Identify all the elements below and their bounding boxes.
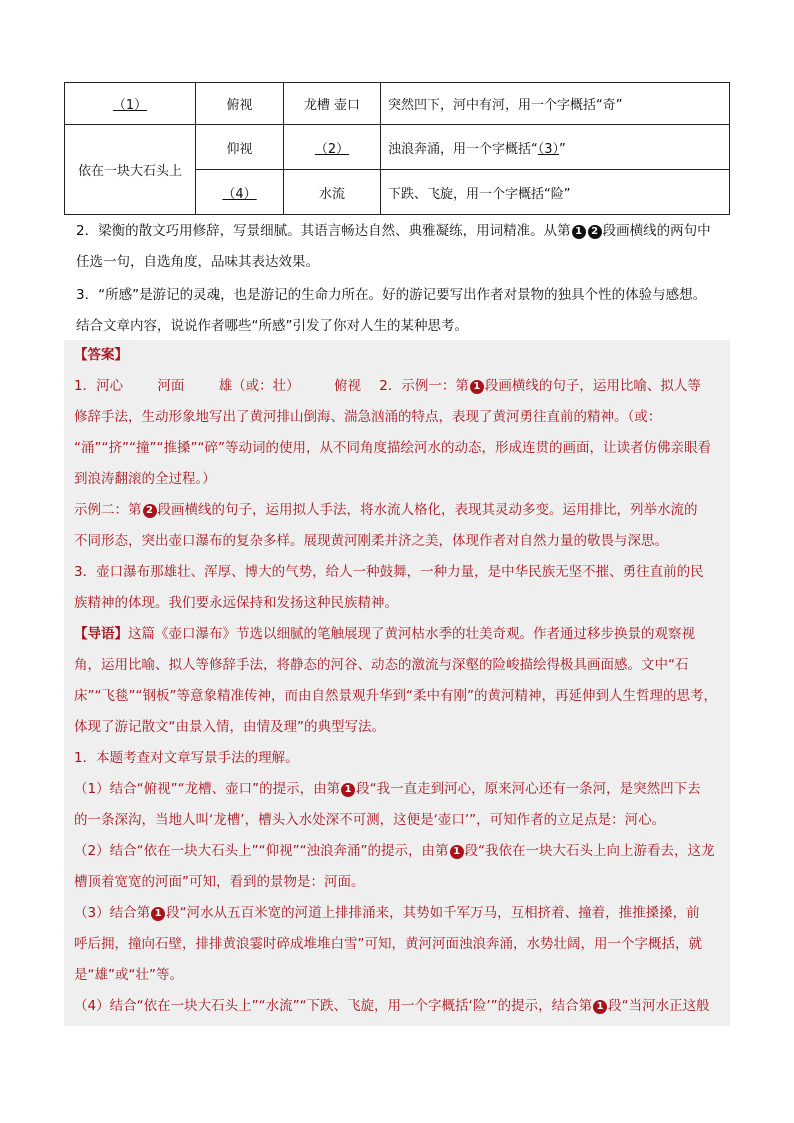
- answer-line: 到浪涛翻滚的全过程。）: [74, 471, 216, 487]
- guide-line: [64, 774, 730, 805]
- answer-line: 族精神的体现。我们要永远保持和发扬这种民族精神。: [74, 595, 398, 611]
- table-cell: [196, 170, 284, 215]
- table-row: [65, 125, 730, 170]
- table-cell: 仰视: [196, 125, 284, 170]
- question-3: 3．“所感”是游记的灵魂，也是游记的生命力所在。好的游记要写出作者对景物的独具个性的体验与感想。: [76, 287, 707, 303]
- circled-number: 1: [572, 225, 586, 239]
- guide-text: 段“当河水正这般: [608, 998, 710, 1014]
- table-cell: 俯视: [196, 83, 284, 125]
- cell-text: ”: [559, 141, 566, 157]
- guide-text: （3）结合第: [74, 905, 151, 921]
- question-text: 2．梁衡的散文巧用修辞，写景细腻。其语言畅达自然、典雅凝练，用词精准。从第: [76, 223, 571, 239]
- guide-text: （2）结合“依在一块大石头上”“仰视”“浊浪奔涌”的提示，由第: [74, 843, 449, 859]
- table-cell: 突然凹下，河中有河，用一个字概括“奇”: [381, 83, 730, 125]
- table-cell: [381, 125, 730, 170]
- guide-line: 呼后拥，撞向石壁，排排黄浪霎时碎成堆堆白雪”可知，黄河河面浊浪奔涌，水势壮阔，用一个字概括，就: [74, 936, 702, 952]
- table-cell: [65, 83, 196, 125]
- question-2-line2: 任选一句，自选角度，品味其表达效果。: [76, 254, 319, 270]
- answer-line: “涌”“挤”“撞”“推搡”“碎”等动词的使用，从不同角度描绘河水的动态，形成连贯的画面，让读者仿佛亲眼看: [74, 440, 711, 456]
- answer-text: 段画横线的句子，运用比喻、拟人等: [484, 378, 701, 394]
- guide-text: （4）结合“依在一块大石头上”“水流”“下跌、飞旋，用一个字概括‘险’”的提示，结合第: [74, 998, 593, 1014]
- guide-line: 床”“飞毯”“钢板”等意象精准传神，而由自然景观升华到“柔中有刚”的黄河精神，再延伸到人生哲理的思考，: [74, 688, 717, 704]
- answer-section: [64, 340, 730, 1026]
- guide-text: 段“我依在一块大石头上向上游看去，这龙: [464, 843, 715, 859]
- circled-number: 1: [450, 845, 464, 859]
- blank-3: （3）: [537, 141, 560, 157]
- answer-text: 河面: [157, 378, 185, 394]
- answer-line: 不同形态，突出壶口瀑布的复杂多样。展现黄河刚柔并济之美，体现作者对自然力量的敬畏与深思。: [74, 533, 668, 549]
- guide-line: [64, 836, 730, 867]
- guide-line: [64, 619, 730, 650]
- guide-tag: 【导语】: [74, 626, 128, 642]
- answer-line: [64, 371, 730, 402]
- table-cell: 水流: [284, 170, 381, 215]
- answer-table: [64, 82, 730, 215]
- answer-line: 修辞手法，生动形象地写出了黄河排山倒海、湍急汹涌的特点，表现了黄河勇往直前的精神。（或：: [74, 409, 662, 425]
- answer-text: 雄（或：壮）: [218, 378, 300, 394]
- guide-line: 槽顶着宽宽的河面”可知，看到的景物是：河面。: [74, 874, 365, 890]
- table-cell: [284, 125, 381, 170]
- answer-text: 2．示例一：第: [379, 378, 469, 394]
- table-row: [65, 83, 730, 125]
- table-cell: 下跌、飞旋，用一个字概括“险”: [381, 170, 730, 215]
- answer-heading: [64, 340, 730, 371]
- circled-number: 2: [143, 504, 157, 518]
- guide-line: 的一条深沟，当地人叫‘龙槽’，槽头入水处深不可测，这便是‘壶口’”，可知作者的立足点是：河心。: [74, 812, 666, 828]
- circled-number: 1: [151, 907, 165, 921]
- answer-tag: 【答案】: [74, 347, 128, 363]
- answer-text: 示例二：第: [74, 502, 142, 518]
- question-2: [76, 216, 736, 247]
- guide-line: [64, 898, 730, 929]
- guide-line: 是“雄”或“壮”等。: [74, 967, 183, 983]
- circled-number: 1: [593, 1000, 607, 1014]
- circled-number: 2: [588, 225, 602, 239]
- answer-line: 3．壶口瀑布那雄壮、浑厚、博大的气势，给人一种鼓舞，一种力量，是中华民族无坚不摧、勇往直前的民: [74, 564, 704, 580]
- answer-line: [64, 495, 730, 526]
- cell-text: 浊浪奔涌，用一个字概括“: [388, 141, 538, 157]
- blank-2: （2）: [314, 141, 350, 157]
- guide-line: 1．本题考查对文章写景手法的理解。: [74, 750, 299, 766]
- guide-text: 这篇《壶口瀑布》节选以细腻的笔触展现了黄河枯水季的壮美奇观。作者通过移步换景的观察视: [128, 626, 695, 642]
- guide-text: 段“我一直走到河心，原来河心还有一条河，是突然凹下去: [356, 781, 701, 797]
- circled-number: 1: [470, 380, 484, 394]
- circled-number: 1: [341, 783, 355, 797]
- answer-text: 俯视: [333, 378, 361, 394]
- table-cell-merged: 依在一块大石头上: [65, 125, 196, 215]
- question-3-line2: 结合文章内容，说说作者哪些“所感”引发了你对人生的某种思考。: [76, 318, 468, 334]
- blank-1: （1）: [112, 98, 148, 113]
- answer-text: 段画横线的句子，运用拟人手法，将水流人格化，表现其灵动多变。运用排比，列举水流的: [157, 502, 698, 518]
- guide-line: [64, 991, 730, 1022]
- guide-text: 段“河水从五百米宽的河道上排排涌来，其势如千军万马，互相挤着、撞着，推推搡搡，前: [166, 905, 700, 921]
- table-cell: 龙槽 壶口: [284, 83, 381, 125]
- blank-4: （4）: [222, 186, 257, 202]
- guide-line: 角，运用比喻、拟人等修辞手法，将静态的河谷、动态的激流与深壑的险峻描绘得极具画面感。文中“石: [74, 657, 689, 673]
- guide-text: （1）结合“俯视”“龙槽、壶口”的提示，由第: [74, 781, 341, 797]
- question-text: 段画横线的两句中: [602, 223, 711, 239]
- answer-text: 1．河心: [74, 378, 124, 394]
- guide-line: 体现了游记散文“由景入情，由情及理”的典型写法。: [74, 719, 385, 735]
